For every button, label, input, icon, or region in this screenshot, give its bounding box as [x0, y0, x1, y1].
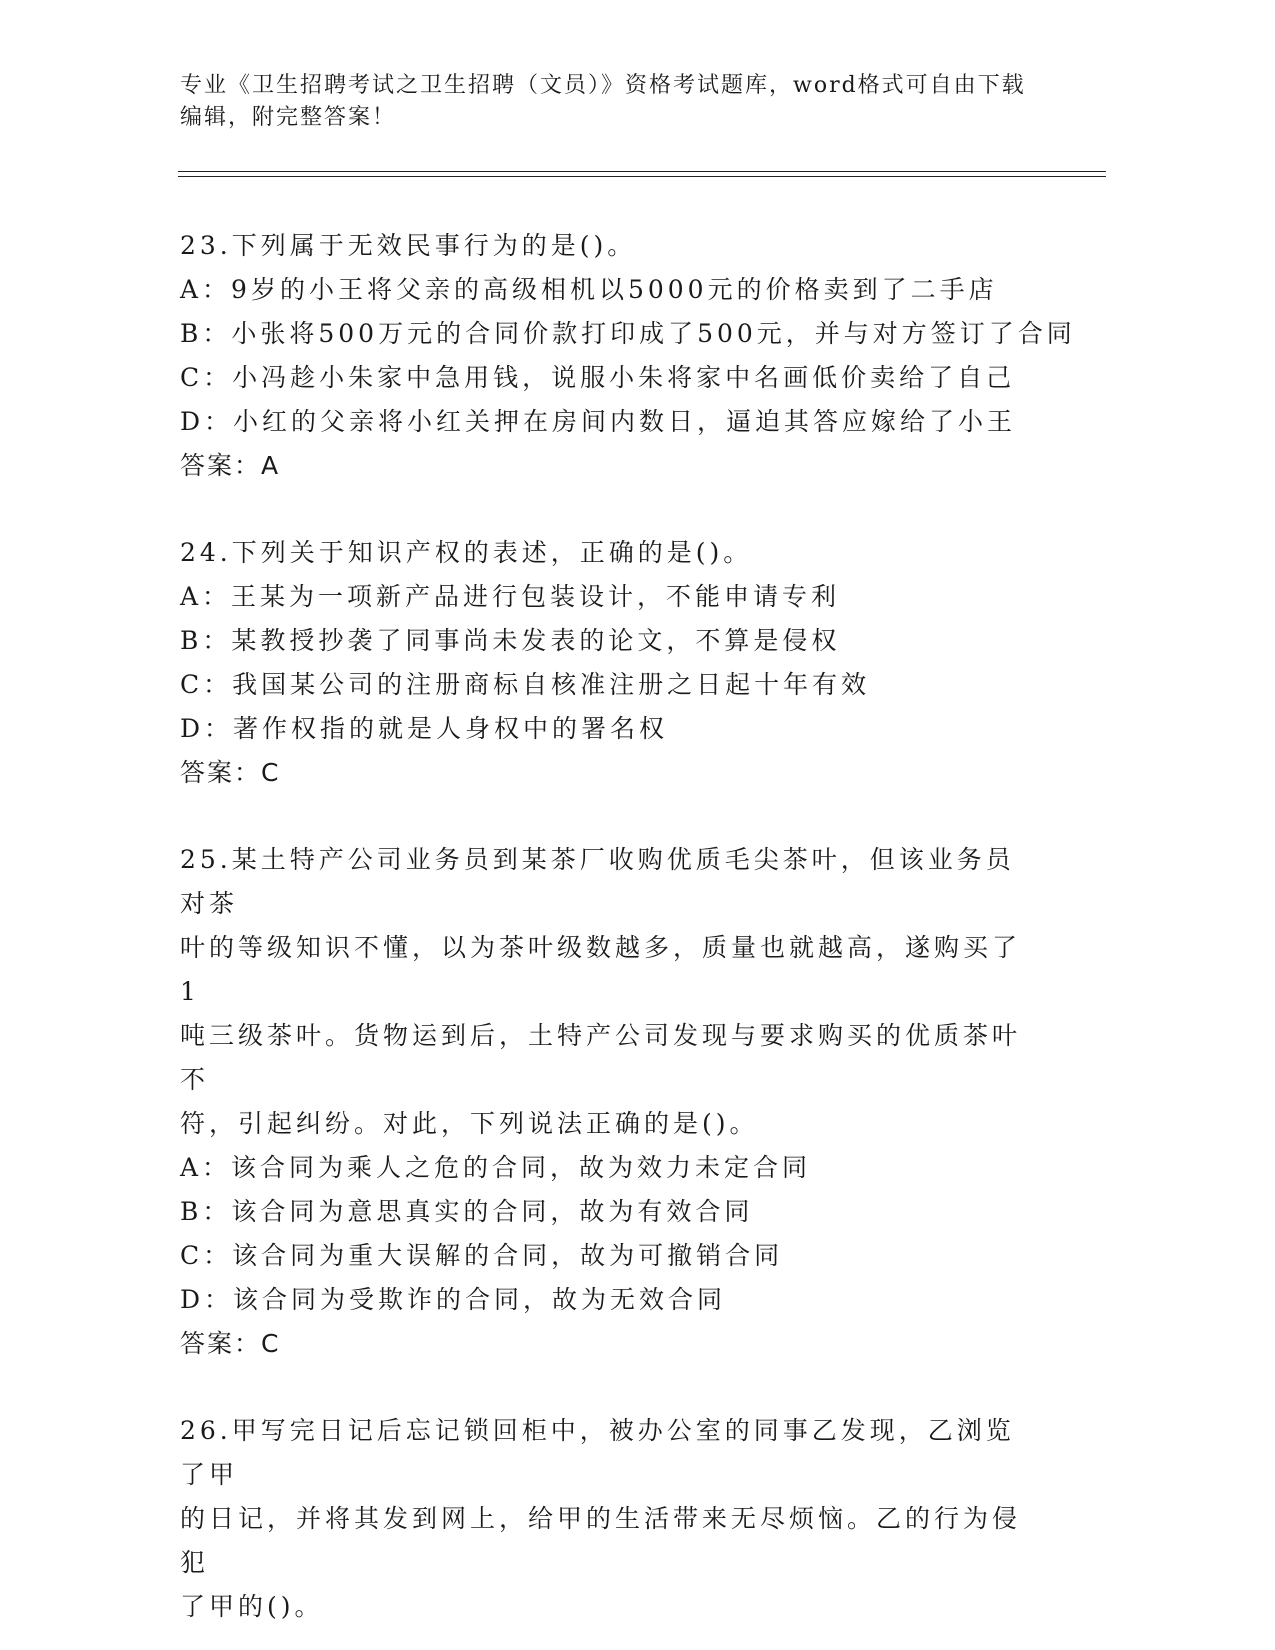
option-c: C：小冯趁小朱家中急用钱，说服小朱将家中名画低价卖给了自己 [180, 363, 1016, 392]
header-line-2: 编辑，附完整答案！ [180, 105, 397, 130]
question-stem-line: 25.某土特产公司业务员到某茶厂收购优质毛尖茶叶，但该业务员对茶 [180, 845, 1015, 918]
question-stem-line: 吨三级茶叶。货物运到后，土特产公司发现与要求购买的优质茶叶不 [180, 1021, 1022, 1094]
option-a: A：该合同为乘人之危的合同，故为效力未定合同 [180, 1153, 812, 1182]
header-divider-top [178, 171, 1106, 172]
option-a: A：9岁的小王将父亲的高级相机以5000元的价格卖到了二手店 [180, 275, 998, 304]
answer: 答案：C [180, 758, 281, 787]
answer: 答案：A [180, 451, 281, 480]
option-c: C：该合同为重大误解的合同，故为可撤销合同 [180, 1241, 784, 1270]
option-a: A：王某为一项新产品进行包装设计，不能申请专利 [180, 582, 841, 611]
question-25 [180, 838, 1040, 1366]
option-b: B：该合同为意思真实的合同，故为有效合同 [180, 1197, 754, 1226]
question-23 [180, 224, 1076, 488]
header-line-1: 专业《卫生招聘考试之卫生招聘（文员）》资格考试题库，word格式可自由下载 [180, 73, 1026, 98]
question-stem-line: 的日记，并将其发到网上，给甲的生活带来无尽烦恼。乙的行为侵犯 [180, 1504, 1022, 1577]
question-24 [180, 531, 1040, 795]
question-stem: 24.下列关于知识产权的表述，正确的是()。 [180, 538, 753, 567]
question-stem-line: 符，引起纠纷。对此，下列说法正确的是()。 [180, 1109, 759, 1138]
option-b: B：小张将500万元的合同价款打印成了500元，并与对方签订了合同 [180, 319, 1076, 348]
option-b: B：某教授抄袭了同事尚未发表的论文，不算是侵权 [180, 626, 841, 655]
question-26 [180, 1409, 1040, 1629]
option-d: D：该合同为受欺诈的合同，故为无效合同 [180, 1285, 727, 1314]
document-header [180, 70, 1080, 134]
question-stem-line: 叶的等级知识不懂，以为茶叶级数越多，质量也就越高，遂购买了1 [180, 933, 1022, 1006]
option-d: D：小红的父亲将小红关押在房间内数日，逼迫其答应嫁给了小王 [180, 407, 1017, 436]
answer: 答案：C [180, 1329, 281, 1358]
question-stem-line: 26.甲写完日记后忘记锁回柜中，被办公室的同事乙发现，乙浏览了甲 [180, 1416, 1015, 1489]
question-stem: 23.下列属于无效民事行为的是()。 [180, 231, 637, 260]
option-d: D：著作权指的就是人身权中的署名权 [180, 714, 669, 743]
option-c: C：我国某公司的注册商标自核准注册之日起十年有效 [180, 670, 871, 699]
question-list [180, 224, 1076, 1629]
header-divider-bottom [178, 176, 1106, 177]
question-stem-line: 了甲的()。 [180, 1592, 324, 1621]
